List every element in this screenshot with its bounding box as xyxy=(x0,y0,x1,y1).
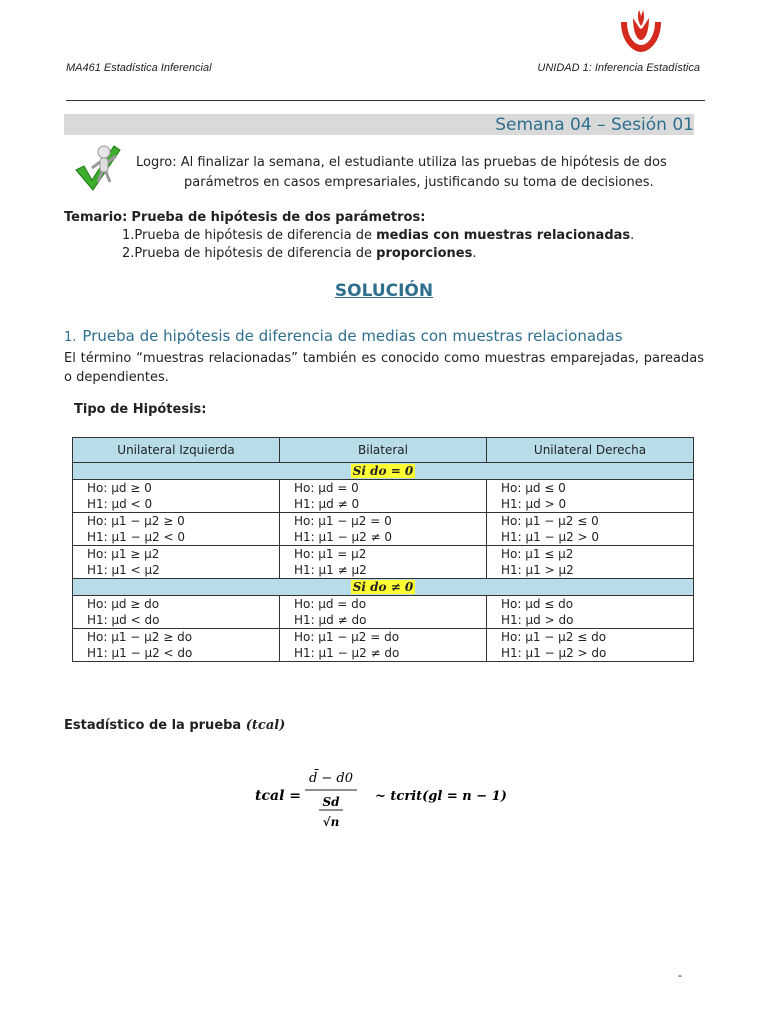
null-hypothesis: Ho: μd ≤ do xyxy=(501,597,574,611)
temario-list xyxy=(122,227,634,263)
test-statistic-formula xyxy=(255,768,525,834)
hypothesis-cell xyxy=(487,480,694,513)
condition-band-row xyxy=(73,463,694,480)
temario-item-num: 2. xyxy=(122,246,135,261)
hypothesis-cell xyxy=(73,480,280,513)
hypothesis-cell xyxy=(280,629,487,662)
formula-denominator-bottom: √n xyxy=(322,815,340,829)
condition-band xyxy=(73,579,694,596)
condition-band xyxy=(73,463,694,480)
null-hypothesis: Ho: μ1 − μ2 ≤ 0 xyxy=(501,514,599,528)
alt-hypothesis: H1: μd ≠ 0 xyxy=(294,497,360,511)
null-hypothesis: Ho: μ1 − μ2 = 0 xyxy=(294,514,392,528)
hypothesis-cell xyxy=(73,546,280,579)
alt-hypothesis: H1: μd > 0 xyxy=(501,497,567,511)
table-header: Unilateral Derecha xyxy=(487,438,694,463)
table-body xyxy=(73,463,694,662)
estadistico-symbol: (tcal) xyxy=(245,718,286,733)
hypothesis-table xyxy=(72,437,694,662)
null-hypothesis: Ho: μ1 = μ2 xyxy=(294,547,367,561)
table-header: Unilateral Izquierda xyxy=(73,438,280,463)
temario-item-text: Prueba de hipótesis de diferencia de xyxy=(134,228,377,243)
section1-number: 1. xyxy=(64,330,77,345)
hypothesis-cell xyxy=(73,513,280,546)
hypothesis-cell xyxy=(487,513,694,546)
logro-text-line1: Al finalizar la semana, el estudiante utiliza las pruebas de hipótesis de dos xyxy=(180,155,667,170)
formula-denominator-top: Sd xyxy=(322,795,340,809)
null-hypothesis: Ho: μ1 − μ2 = do xyxy=(294,630,400,644)
table-header-row xyxy=(73,438,694,463)
alt-hypothesis: H1: μ1 − μ2 > 0 xyxy=(501,530,600,544)
unit-header: UNIDAD 1: Inferencia Estadística xyxy=(537,62,700,74)
temario-item-bold: proporciones xyxy=(376,246,473,261)
hypothesis-cell xyxy=(280,480,487,513)
hypothesis-cell xyxy=(280,546,487,579)
table-row xyxy=(73,629,694,662)
alt-hypothesis: H1: μd < 0 xyxy=(87,497,153,511)
alt-hypothesis: H1: μ1 − μ2 ≠ 0 xyxy=(294,530,393,544)
section1-heading xyxy=(64,327,623,345)
logro-label: Logro: xyxy=(136,155,177,170)
temario-label: Temario: xyxy=(64,210,128,225)
hypothesis-cell xyxy=(487,546,694,579)
null-hypothesis: Ho: μd ≥ 0 xyxy=(87,481,152,495)
condition-label: Si do = 0 xyxy=(352,464,414,478)
alt-hypothesis: H1: μd < do xyxy=(87,613,160,627)
upc-logo-icon xyxy=(615,8,667,56)
formula-numerator: d̄ − d0 xyxy=(308,771,354,786)
null-hypothesis: Ho: μd ≥ do xyxy=(87,597,160,611)
estadistico-label xyxy=(64,718,285,733)
null-hypothesis: Ho: μd = do xyxy=(294,597,367,611)
formula-rhs: ~ tcrit(gl = n − 1) xyxy=(375,789,507,804)
hypothesis-cell xyxy=(73,629,280,662)
week-title: Semana 04 – Sesión 01 xyxy=(495,115,694,135)
estadistico-text: Estadístico de la prueba xyxy=(64,718,242,733)
header-divider xyxy=(66,100,705,101)
alt-hypothesis: H1: μ1 − μ2 < 0 xyxy=(87,530,186,544)
alt-hypothesis: H1: μ1 > μ2 xyxy=(501,563,574,577)
solucion-heading: SOLUCIÓN xyxy=(334,281,434,301)
hypothesis-cell xyxy=(280,596,487,629)
null-hypothesis: Ho: μ1 ≥ μ2 xyxy=(87,547,160,561)
temario-item xyxy=(122,245,634,263)
alt-hypothesis: H1: μ1 − μ2 > do xyxy=(501,646,607,660)
temario-heading: Prueba de hipótesis de dos parámetros: xyxy=(131,210,426,225)
section1-paragraph: El término “muestras relacionadas” también es conocido como muestras emparejadas, pareadas o dependientes. xyxy=(64,351,704,385)
alt-hypothesis: H1: μ1 < μ2 xyxy=(87,563,160,577)
alt-hypothesis: H1: μd > do xyxy=(501,613,574,627)
logro-text-line2: parámetros en casos empresariales, justificando su toma de decisiones. xyxy=(184,175,654,190)
course-header: MA461 Estadística Inferencial xyxy=(66,62,212,74)
null-hypothesis: Ho: μd = 0 xyxy=(294,481,359,495)
temario-item-bold: medias con muestras relacionadas xyxy=(376,228,631,243)
section1-title: Prueba de hipótesis de diferencia de medias con muestras relacionadas xyxy=(82,327,623,345)
temario-title xyxy=(64,208,425,227)
footer-mark: - xyxy=(678,968,682,982)
checkmark-figure-icon xyxy=(74,140,124,192)
null-hypothesis: Ho: μd ≤ 0 xyxy=(501,481,566,495)
hypothesis-cell xyxy=(487,596,694,629)
table-row xyxy=(73,596,694,629)
logro-block xyxy=(136,153,704,193)
hypothesis-cell xyxy=(73,596,280,629)
table-row xyxy=(73,513,694,546)
temario-item xyxy=(122,227,634,245)
alt-hypothesis: H1: μ1 − μ2 ≠ do xyxy=(294,646,400,660)
table-row xyxy=(73,546,694,579)
temario-item-suffix: . xyxy=(472,246,477,261)
hypothesis-cell xyxy=(487,629,694,662)
hypothesis-cell xyxy=(280,513,487,546)
condition-band-row xyxy=(73,579,694,596)
null-hypothesis: Ho: μ1 − μ2 ≥ do xyxy=(87,630,193,644)
alt-hypothesis: H1: μd ≠ do xyxy=(294,613,367,627)
alt-hypothesis: H1: μ1 ≠ μ2 xyxy=(294,563,367,577)
null-hypothesis: Ho: μ1 − μ2 ≥ 0 xyxy=(87,514,185,528)
null-hypothesis: Ho: μ1 − μ2 ≤ do xyxy=(501,630,607,644)
temario-item-num: 1. xyxy=(122,228,135,243)
tipo-hipotesis-label: Tipo de Hipótesis: xyxy=(74,402,207,417)
null-hypothesis: Ho: μ1 ≤ μ2 xyxy=(501,547,574,561)
table-row xyxy=(73,480,694,513)
temario-item-suffix: . xyxy=(630,228,635,243)
temario-item-text: Prueba de hipótesis de diferencia de xyxy=(134,246,377,261)
condition-label: Si do ≠ 0 xyxy=(352,580,414,594)
table-header: Bilateral xyxy=(280,438,487,463)
formula-lhs: tcal = xyxy=(255,788,301,804)
alt-hypothesis: H1: μ1 − μ2 < do xyxy=(87,646,193,660)
